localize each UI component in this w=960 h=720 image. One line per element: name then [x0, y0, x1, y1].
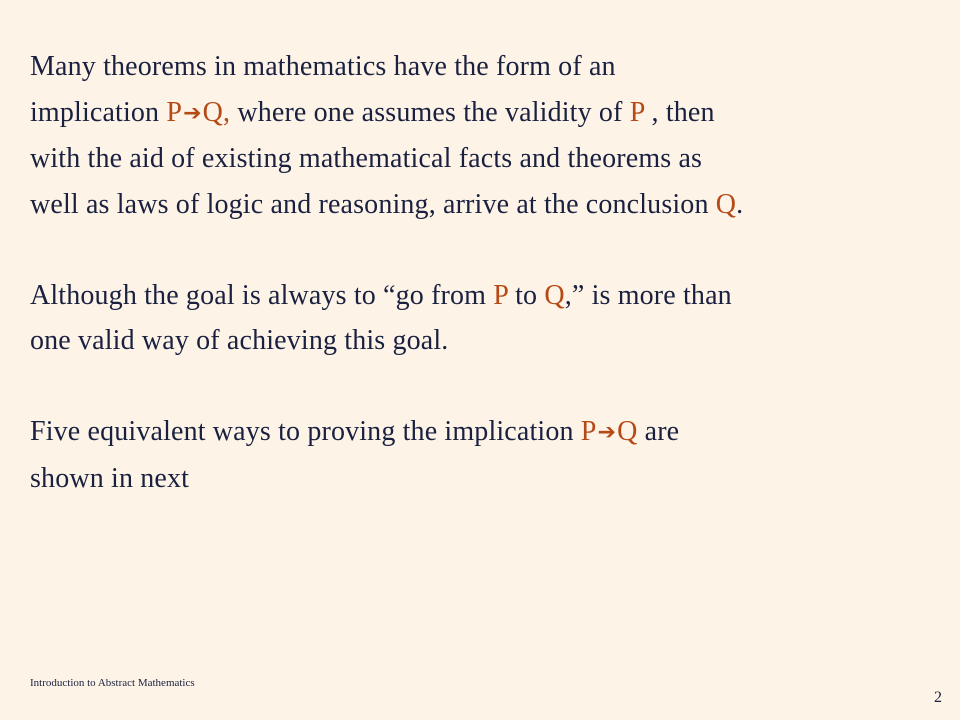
- text-line: [30, 44, 940, 90]
- text-span: where one assumes the validity of: [230, 96, 630, 128]
- slide-body: [30, 44, 940, 547]
- text-span: , then: [644, 96, 715, 128]
- text-line: [30, 273, 940, 319]
- variable-p: P: [580, 416, 597, 447]
- text-span: Although the goal is always to “go from: [30, 279, 494, 311]
- text-span: with the aid of existing mathematical facts and theorems as: [30, 143, 703, 174]
- text-line: [30, 182, 940, 228]
- text-span: one valid way of achieving this goal.: [30, 325, 449, 356]
- variable-q: Q,: [202, 96, 231, 128]
- text-line: [30, 136, 940, 182]
- variable-q: Q: [715, 188, 737, 220]
- variable-q: Q: [617, 416, 638, 447]
- text-line: [30, 409, 940, 456]
- variable-p: P: [493, 279, 508, 311]
- text-span: are: [637, 416, 680, 447]
- paragraph-five-ways: [30, 409, 940, 501]
- paragraph-implication-intro: [30, 44, 940, 227]
- text-line: [30, 90, 940, 137]
- variable-p: P: [166, 96, 183, 128]
- implies-arrow-icon: ➔: [597, 420, 617, 445]
- text-span: implication: [30, 96, 167, 128]
- paragraph-goal: [30, 273, 940, 364]
- text-span: shown in next: [30, 462, 190, 494]
- text-span: Five equivalent ways to proving the implication: [30, 416, 581, 447]
- page-number: 2: [934, 689, 942, 706]
- variable-p: P: [629, 96, 645, 128]
- implies-arrow-icon: ➔: [183, 100, 202, 126]
- text-span: .: [736, 188, 744, 220]
- text-span: Many theorems in mathematics have the form of an: [30, 51, 616, 82]
- text-span: ,” is more than: [564, 279, 732, 311]
- text-span: to: [507, 279, 545, 311]
- text-span: well as laws of logic and reasoning, arrive at the conclusion: [30, 188, 716, 220]
- variable-q: Q: [544, 279, 565, 311]
- text-line: [30, 456, 940, 502]
- footer-title: Introduction to Abstract Mathematics: [30, 677, 195, 689]
- text-line: [30, 318, 940, 364]
